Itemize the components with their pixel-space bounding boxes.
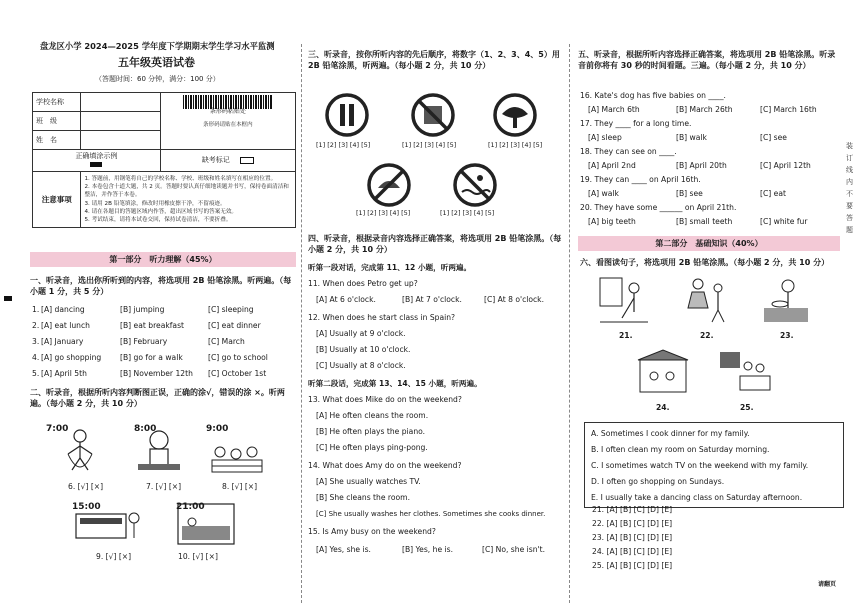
dialog-instruction: 听第二段话，完成第 13、14、15 小题，听两遍。: [308, 379, 482, 388]
answer-bubbles[interactable]: 10. [√] [×]: [178, 552, 218, 561]
option-b[interactable]: [B] Usually at 10 o'clock.: [316, 345, 411, 354]
class-field: [81, 112, 160, 131]
dialog-instruction: 听第一段对话，完成第 11、12 小题，听两遍。: [308, 263, 472, 272]
list-item: [32, 306, 296, 318]
sec6-answers: [592, 506, 792, 590]
option-c[interactable]: [C] March: [208, 337, 245, 346]
barcode-note: 条形码请贴在本框内: [203, 121, 253, 128]
picture-dancing: [678, 274, 734, 328]
time-label: 21:00: [176, 502, 205, 512]
picture-watching-tv: [714, 346, 774, 398]
picture-number: 21.: [619, 331, 633, 340]
sentence-option: A. Sometimes I cook dinner for my family.: [591, 429, 750, 438]
school-label: 学校名称: [33, 93, 81, 112]
exam-title: 盘龙区小学 2024—2025 学年度下学期期末学生学习水平监测: [40, 41, 275, 51]
list-item: [32, 322, 296, 334]
filled-mark-icon: [90, 162, 102, 167]
order-options[interactable]: [1] [2] [3] [4] [5]: [402, 141, 457, 149]
part1-band: 第一部分 听力理解（45%）: [30, 252, 296, 267]
option-b[interactable]: [B] eat breakfast: [120, 321, 185, 330]
no-talking-sign-icon: [492, 92, 538, 138]
question: 16. Kate's dog has five babies on ____.: [580, 91, 726, 100]
list-item: [32, 370, 296, 382]
picture-number: 24.: [656, 403, 670, 412]
option-a[interactable]: [A] big teeth: [588, 217, 636, 226]
option-a[interactable]: [A] January: [41, 337, 84, 346]
name-label: 姓 名: [33, 131, 81, 150]
sec5-body: [580, 92, 842, 232]
order-options[interactable]: [1] [2] [3] [4] [5]: [316, 141, 371, 149]
question: 13. What does Mike do on the weekend?: [308, 395, 462, 404]
question: 20. They have some ______ on April 21th.: [580, 203, 737, 212]
option-b[interactable]: [B] April 20th: [676, 161, 727, 170]
question: 14. What does Amy do on the weekend?: [308, 461, 462, 470]
option-a[interactable]: [A] March 6th: [588, 105, 640, 114]
question: 17. They ____ for a long time.: [580, 119, 692, 128]
absent-box-icon: [240, 157, 254, 164]
option-c[interactable]: [C] eat dinner: [208, 321, 261, 330]
order-options[interactable]: [1] [2] [3] [4] [5]: [488, 141, 543, 149]
option-c[interactable]: [C] go to school: [208, 353, 268, 362]
question: 15. Is Amy busy on the weekend?: [308, 527, 436, 536]
time-label: 9:00: [206, 424, 229, 434]
answer-bubbles[interactable]: 8. [√] [×]: [222, 482, 258, 491]
answer-bubbles[interactable]: 23. [A] [B] [C] [D] [E]: [592, 533, 673, 542]
option-c[interactable]: [C] sleeping: [208, 305, 254, 314]
option-c[interactable]: [C] No, she isn't.: [482, 545, 546, 554]
no-phone-sign-icon: [410, 92, 456, 138]
no-food-sign-icon: [366, 162, 412, 208]
option-b[interactable]: [B] Yes, he is.: [402, 545, 454, 554]
option-a[interactable]: [A] She usually watches TV.: [316, 477, 421, 486]
sentence-option: D. I often go shopping on Sundays.: [591, 477, 725, 486]
option-a[interactable]: [A] April 2nd: [588, 161, 636, 170]
answer-bubbles[interactable]: 22. [A] [B] [C] [D] [E]: [592, 519, 673, 528]
note-item: 3. 请用 2B 铅笔填涂，修改时用橡皮擦干净，不留痕迹。: [84, 200, 226, 207]
note-item: 1. 答题前，用钢笔将自己的学校名称、学校、班级和姓名填写在相应的位置。: [84, 176, 277, 183]
option: 4.: [32, 353, 40, 362]
option-b[interactable]: [B] small teeth: [676, 217, 733, 226]
answer-bubbles[interactable]: 24. [A] [B] [C] [D] [E]: [592, 547, 673, 556]
option-a[interactable]: [A] eat lunch: [41, 321, 90, 330]
option-a[interactable]: [A] Yes, she is.: [316, 545, 371, 554]
option-c[interactable]: [C] He often plays ping-pong.: [316, 443, 428, 452]
fill-example-label: 正确填涂示例: [75, 152, 118, 161]
sec1-instruction: 一、听录音，选出你所听到的内容，将选项用 2B 铅笔涂黑。听两遍。（每小题 1 分，共 5 分）: [30, 276, 292, 296]
option-c[interactable]: [C] She usually washes her clothes. Sometimes she cooks dinner.: [316, 510, 546, 518]
option: 2.: [32, 321, 40, 330]
option: 3.: [32, 337, 40, 346]
sec1-list: [32, 306, 296, 386]
sec5-instruction: 五、听录音，根据所听内容选择正确答案，将选项用 2B 铅笔涂黑。听录音前你将有 30 秒的时间看题。三遍。（每小题 2 分，共 10 分）: [578, 50, 836, 70]
absent-mark: [160, 150, 295, 172]
sec4-body: [308, 264, 564, 594]
option-a[interactable]: [A] walk: [588, 189, 619, 198]
binding-line-note: 装订线内不要答题: [846, 142, 853, 234]
option-b[interactable]: [B] She cleans the room.: [316, 493, 410, 502]
time-label: 15:00: [72, 502, 101, 512]
option-b[interactable]: [B] At 7 o'clock.: [402, 295, 462, 304]
notes-label: 注意事项: [33, 172, 81, 228]
note-item: 5. 考试结束，请将本试卷交回，保持试卷清洁，不要折叠。: [84, 216, 232, 223]
option-a[interactable]: [A] At 6 o'clock.: [316, 295, 376, 304]
time-label: 8:00: [134, 424, 157, 434]
option-c[interactable]: [C] At 8 o'clock.: [484, 295, 544, 304]
option-c[interactable]: [C] see: [760, 133, 787, 142]
column-divider: [301, 44, 302, 603]
absent-label: 缺考标记: [201, 156, 230, 165]
picture-number: 23.: [780, 331, 794, 340]
part2-band: 第二部分 基础知识（40%）: [578, 236, 840, 251]
option-a[interactable]: [A] April 5th: [41, 369, 87, 378]
answer-bubbles[interactable]: 9. [√] [×]: [96, 552, 132, 561]
option-a[interactable]: [A] dancing: [41, 305, 85, 314]
barcode-label: 条形码粘贴处: [209, 108, 246, 115]
sentence-option: C. I sometimes watch TV on the weekend with my family.: [591, 461, 809, 470]
answer-bubbles[interactable]: 21. [A] [B] [C] [D] [E]: [592, 505, 673, 514]
picture-number: 22.: [700, 331, 714, 340]
question: 19. They can ____ on April 16th.: [580, 175, 701, 184]
list-item: [32, 354, 296, 366]
order-options[interactable]: [1] [2] [3] [4] [5]: [440, 209, 495, 217]
option-b[interactable]: [B] see: [676, 189, 703, 198]
notes-list: [81, 172, 296, 228]
sec4-instruction: 四、听录音，根据录音内容选择正确答案，将选项用 2B 铅笔涂黑。（每小题 2 分，共 10 分）: [308, 234, 562, 254]
sec2-instruction: 二、听录音，根据所听内容判断图正误，正确的涂√，错误的涂 ×。听两遍。（每小题 2 分，共 10 分）: [30, 388, 285, 408]
sentence-option: B. I often clean my room on Saturday morning.: [591, 445, 770, 454]
order-options[interactable]: [1] [2] [3] [4] [5]: [356, 209, 411, 217]
turn-page-stamp: 请翻页: [818, 581, 837, 588]
option-a[interactable]: [A] go shopping: [41, 353, 102, 362]
option-a[interactable]: [A] Usually at 9 o'clock.: [316, 329, 406, 338]
sec3-instruction: 三、听录音，按你所听内容的先后顺序，将数字（1、2、3、4、5）用 2B 铅笔涂黑，听两遍。（每小题 2 分，共 10 分）: [308, 50, 560, 70]
fill-example: [33, 150, 161, 172]
option-c[interactable]: [C] Usually at 8 o'clock.: [316, 361, 406, 370]
answer-bubbles[interactable]: 7. [√] [×]: [146, 482, 182, 491]
class-label: 班 级: [33, 112, 81, 131]
option-c[interactable]: [C] white fur: [760, 217, 808, 226]
barcode-icon: [183, 95, 273, 109]
picture-cooking: [758, 274, 814, 328]
no-wet-floor-sign-icon: [324, 92, 370, 138]
option-b[interactable]: [B] go for a walk: [120, 353, 183, 362]
option-c[interactable]: [C] March 16th: [760, 105, 817, 114]
picture-cleaning: [596, 274, 652, 328]
note-item: 2. 本卷包含十道大题，共 2 页。答题时要认真仔细地读题并书写，保持卷面清洁和整洁，并作答于本卷。: [84, 184, 289, 199]
option-a[interactable]: [A] sleep: [588, 133, 622, 142]
note-item: 4. 请在各题目的答题区域内作答，超出区域书写的答案无效。: [84, 208, 238, 215]
column-divider: [569, 44, 570, 603]
sentence-option: E. I usually take a dancing class on Saturday afternoon.: [591, 493, 803, 502]
no-swimming-sign-icon: [452, 162, 498, 208]
option-c[interactable]: [C] April 12th: [760, 161, 811, 170]
picture-number: 25.: [740, 403, 754, 412]
alignment-mark-icon: [4, 296, 12, 301]
barcode-area: [160, 93, 295, 150]
option-c[interactable]: [C] October 1st: [208, 369, 267, 378]
question: 18. They can see on ____.: [580, 147, 677, 156]
name-field: [81, 131, 160, 150]
option-b[interactable]: [B] He often plays the piano.: [316, 427, 426, 436]
time-note: （答题时间：60 分钟，满分：100 分）: [95, 75, 220, 83]
sentence-options-box: [584, 422, 844, 508]
option-b[interactable]: [B] February: [120, 337, 168, 346]
option: 1.: [32, 305, 40, 314]
option-b[interactable]: [B] walk: [676, 133, 707, 142]
sec6-instruction: 六、看图读句子，将选项用 2B 铅笔涂黑。（每小题 2 分，共 10 分）: [580, 258, 830, 267]
question: 12. When does he start class in Spain?: [308, 313, 456, 322]
list-item: [32, 338, 296, 350]
picture-shopping: [634, 346, 692, 398]
option-c[interactable]: [C] eat: [760, 189, 786, 198]
exam-subtitle: 五年级英语试卷: [118, 56, 195, 69]
question: 11. When does Petro get up?: [308, 279, 418, 288]
info-box: [32, 92, 296, 228]
time-label: 7:00: [46, 424, 69, 434]
answer-bubbles[interactable]: 25. [A] [B] [C] [D] [E]: [592, 561, 673, 570]
option-a[interactable]: [A] He often cleans the room.: [316, 411, 429, 420]
option-b[interactable]: [B] November 12th: [120, 369, 193, 378]
option: 5.: [32, 369, 40, 378]
option-b[interactable]: [B] March 26th: [676, 105, 733, 114]
school-field: [81, 93, 160, 112]
answer-bubbles[interactable]: 6. [√] [×]: [68, 482, 104, 491]
option-b[interactable]: [B] jumping: [120, 305, 165, 314]
